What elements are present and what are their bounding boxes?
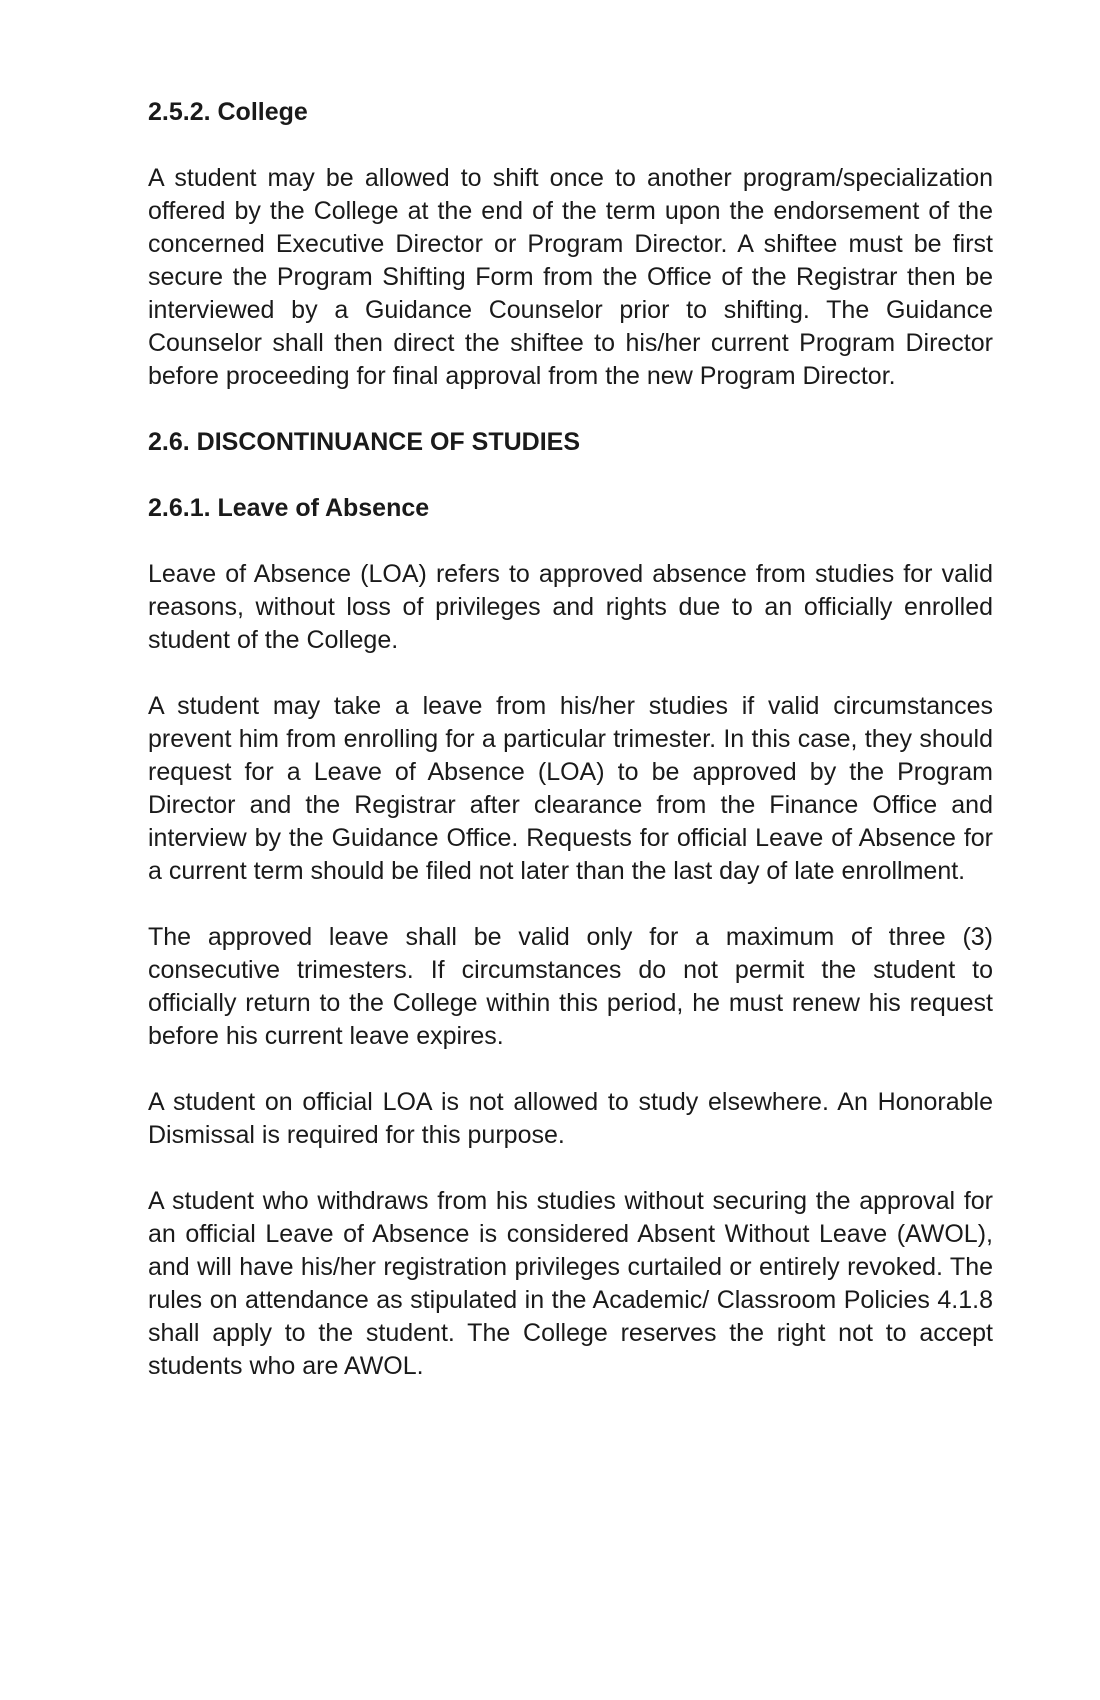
section-heading-2-6-1: 2.6.1. Leave of Absence: [148, 494, 430, 522]
section-heading-2-5-2: 2.5.2. College: [148, 98, 308, 126]
paragraph-loa-definition: Leave of Absence (LOA) refers to approved absence from studies for valid reasons, without loss of privileges and rights due to an officially enrolled student of the College.: [148, 560, 993, 654]
section-heading-2-6: 2.6. DISCONTINUANCE OF STUDIES: [148, 428, 580, 456]
paragraph-awol: A student who withdraws from his studies without securing the approval for an official Leave of Absence is considered Absent Without Leave (AWOL), and will have his/her registration privileges curtailed or entirely revoked. The rules on attendance as stipulated in the Academic/ Classroom Policies 4.1.8 shall apply to the student. The College reserves the right not to accept students who are AWOL.: [148, 1187, 993, 1380]
paragraph-loa-restriction: A student on official LOA is not allowed to study elsewhere. An Honorable Dismissal is required for this purpose.: [148, 1088, 993, 1149]
paragraph-college-shifting: A student may be allowed to shift once to another program/specialization offered by the College at the end of the term upon the endorsement of the concerned Executive Director or Program Director. A shiftee must be first secure the Program Shifting Form from the Office of the Registrar then be interviewed by a Guidance Counselor prior to shifting. The Guidance Counselor shall then direct the shiftee to his/her current Program Director before proceeding for final approval from the new Program Director.: [148, 164, 993, 390]
page-content: [148, 96, 993, 1416]
paragraph-loa-validity: The approved leave shall be valid only for a maximum of three (3) consecutive trimesters. If circumstances do not permit the student to officially return to the College within this period, he must renew his request before his current leave expires.: [148, 923, 993, 1050]
paragraph-loa-request: A student may take a leave from his/her studies if valid circumstances prevent him from enrolling for a particular trimester. In this case, they should request for a Leave of Absence (LOA) to be approved by the Program Director and the Registrar after clearance from the Finance Office and interview by the Guidance Office. Requests for official Leave of Absence for a current term should be filed not later than the last day of late enrollment.: [148, 692, 993, 885]
